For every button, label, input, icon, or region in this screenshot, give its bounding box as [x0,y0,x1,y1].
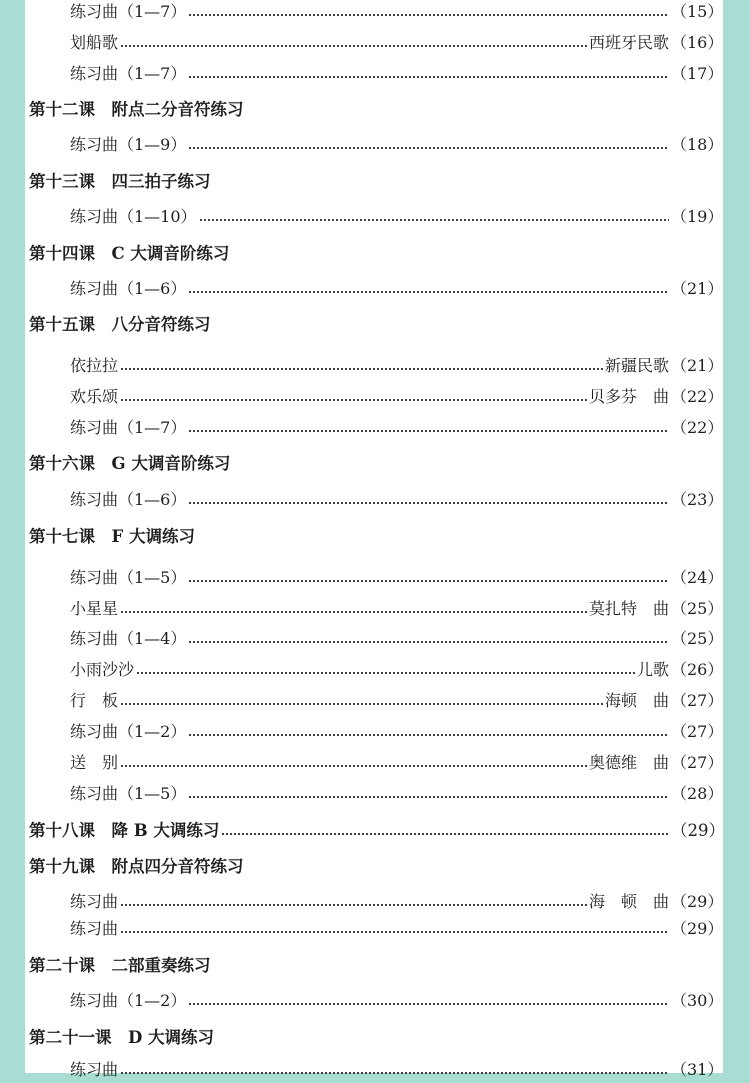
entry-title: 练习曲（1—4） [70,628,187,648]
toc-entry[interactable] [25,26,723,56]
dot-leader [120,754,587,768]
page-number: （18） [671,134,724,154]
dot-leader [188,3,669,17]
lesson-title: 第十五课 八分音符练习 [29,315,211,334]
dot-leader [120,600,587,614]
page-number: （21） [671,355,724,375]
toc-entry[interactable] [25,592,723,622]
lesson-heading[interactable] [25,850,723,880]
dot-leader [199,208,669,222]
page-number: （24） [671,567,724,587]
toc-entry[interactable] [25,912,723,942]
dot-leader [188,65,669,79]
page-number: （26） [671,659,724,679]
page-number: （21） [671,278,724,298]
toc-entry[interactable] [25,684,723,714]
table-of-contents [25,0,725,1079]
entry-title: 练习曲（1—6） [70,489,187,509]
entry-composer: 海顿 曲 [604,690,669,710]
entry-title: 练习曲（1—7） [70,1,187,21]
dot-leader [188,723,669,737]
entry-title: 练习曲（1—2） [70,721,187,741]
page-number: （27） [671,752,724,772]
toc-entry[interactable] [25,1053,723,1083]
lesson-title: 第十四课 C 大调音阶练习 [29,244,230,263]
toc-entry[interactable] [25,272,723,302]
lesson-title: 第十六课 G 大调音阶练习 [29,454,231,473]
toc-entry[interactable] [25,349,723,379]
lesson-title: 第十三课 四三拍子练习 [29,172,211,191]
page-number: （19） [671,206,724,226]
entry-title: 练习曲（1—5） [70,567,187,587]
dot-leader [188,136,669,150]
entry-title: 练习曲（1—2） [70,990,187,1010]
entry-composer: 新疆民歌 [604,355,669,375]
lesson-heading[interactable] [25,93,723,123]
entry-composer: 海 顿 曲 [588,891,669,911]
lesson-heading[interactable] [25,165,723,195]
page-number: （22） [671,417,724,437]
page-number: （23） [671,489,724,509]
toc-entry[interactable] [25,653,723,683]
dot-leader [188,785,669,799]
entry-title: 小雨沙沙 [70,659,135,679]
page-number: （30） [671,990,724,1010]
entry-title: 送 别 [70,752,119,772]
dot-leader [221,822,669,836]
page-number: （27） [671,690,724,710]
page-number: （29） [671,821,725,840]
lesson-title: 第二十课 二部重奏练习 [29,956,211,975]
entry-title: 练习曲（1—7） [70,417,187,437]
toc-entry[interactable] [25,128,723,158]
entry-title: 练习曲（1—6） [70,278,187,298]
lesson-heading[interactable] [25,237,723,267]
dot-leader [120,893,587,907]
page-number: （25） [671,598,724,618]
toc-entry[interactable] [25,885,723,915]
page-number: （16） [671,32,724,52]
lesson-heading[interactable] [25,949,723,979]
toc-entry[interactable] [25,746,723,776]
page-number: （29） [671,891,724,911]
page-number: （25） [671,628,724,648]
lesson-heading[interactable] [25,814,723,844]
dot-leader [188,992,669,1006]
toc-entry[interactable] [25,777,723,807]
dot-leader [120,388,587,402]
dot-leader [136,661,635,675]
lesson-title: 第十八课 降 B 大调练习 [29,821,220,840]
entry-title: 行 板 [70,690,119,710]
lesson-title: 第十七课 F 大调练习 [29,527,195,546]
dot-leader [120,692,603,706]
toc-entry[interactable] [25,561,723,591]
entry-title: 练习曲 [70,918,119,938]
lesson-title: 第十二课 附点二分音符练习 [29,100,244,119]
entry-composer: 贝多芬 曲 [588,386,669,406]
page-number: （31） [671,1059,724,1079]
dot-leader [188,280,669,294]
page-number: （15） [671,1,724,21]
lesson-heading[interactable] [25,308,723,338]
toc-entry[interactable] [25,200,723,230]
page-number: （22） [671,386,724,406]
entry-title: 依拉拉 [70,355,119,375]
lesson-title: 第二十一课 D 大调练习 [29,1028,215,1047]
page-number: （27） [671,721,724,741]
entry-composer: 莫扎特 曲 [588,598,669,618]
entry-title: 练习曲 [70,1059,119,1079]
dot-leader [120,920,669,934]
entry-composer: 儿歌 [636,659,669,679]
entry-title: 划船歌 [70,32,119,52]
entry-composer: 西班牙民歌 [588,32,669,52]
entry-title: 欢乐颂 [70,386,119,406]
entry-title: 练习曲（1—9） [70,134,187,154]
toc-entry[interactable] [25,984,723,1014]
dot-leader [188,630,669,644]
toc-entry[interactable] [25,483,723,513]
toc-entry[interactable] [25,57,723,87]
toc-entry[interactable] [25,0,723,25]
lesson-heading[interactable] [25,1021,723,1051]
lesson-heading[interactable] [25,520,723,550]
entry-title: 练习曲（1—10） [70,206,197,226]
toc-entry[interactable] [25,380,723,410]
toc-entry[interactable] [25,622,723,652]
toc-page [25,0,725,1079]
dot-leader [188,569,669,583]
dot-leader [120,357,603,371]
entry-title: 练习曲（1—7） [70,63,187,83]
dot-leader [188,491,669,505]
entry-title: 小星星 [70,598,119,618]
toc-entry[interactable] [25,715,723,745]
page-number: （28） [671,783,724,803]
toc-entry[interactable] [25,411,723,441]
lesson-heading[interactable] [25,447,723,477]
dot-leader [120,34,587,48]
entry-title: 练习曲 [70,891,119,911]
dot-leader [188,419,669,433]
entry-title: 练习曲（1—5） [70,783,187,803]
lesson-title: 第十九课 附点四分音符练习 [29,857,244,876]
entry-composer: 奥德维 曲 [588,752,669,772]
page-number: （29） [671,918,724,938]
page-number: （17） [671,63,724,83]
